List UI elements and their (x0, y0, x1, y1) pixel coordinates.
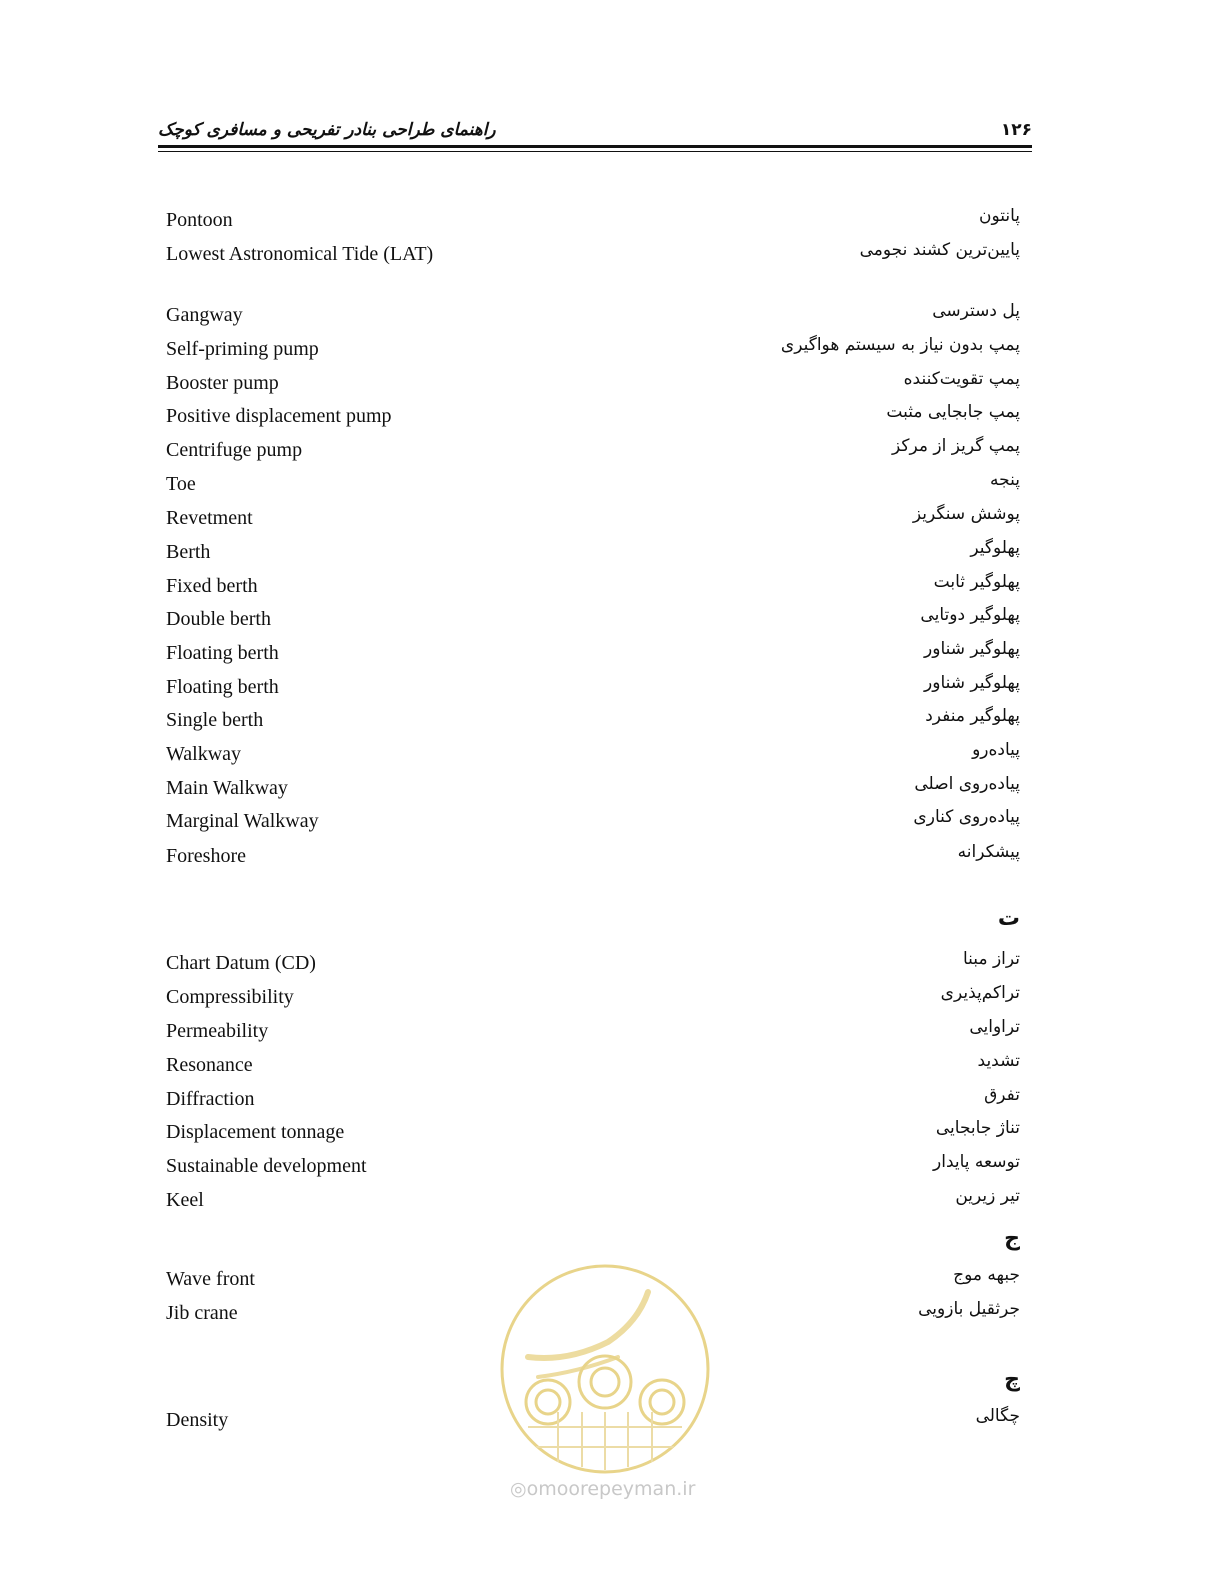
glossary-term-fa: تراکم‌پذیری (940, 983, 1020, 1003)
glossary-term-fa: پانتون (978, 206, 1020, 226)
watermark-url: ◎omoorepeyman.ir (510, 1478, 696, 1500)
glossary-term-fa: پمپ گریز از مرکز (892, 436, 1020, 456)
glossary-term-en: Sustainable development (166, 1155, 367, 1177)
glossary-term-fa: تراز مبنا (963, 949, 1020, 969)
glossary-term-en: Toe (166, 473, 196, 495)
glossary-term-en: Berth (166, 541, 211, 563)
glossary-term-en: Pontoon (166, 209, 233, 231)
glossary-term-fa: جرثقیل بازویی (918, 1299, 1020, 1319)
glossary-term-fa: پهلوگیر (970, 538, 1020, 558)
section-letter: ج (1004, 1226, 1020, 1251)
glossary-term-fa: چگالی (975, 1406, 1020, 1426)
glossary-term-en: Wave front (166, 1268, 255, 1290)
glossary-term-fa: تشدید (977, 1051, 1020, 1071)
glossary-term-en: Fixed berth (166, 575, 258, 597)
glossary-term-en: Positive displacement pump (166, 405, 392, 427)
glossary-term-fa: پوشش سنگریز (912, 504, 1020, 524)
glossary-term-fa: پیاده‌روی اصلی (914, 774, 1020, 794)
glossary-term-fa: تناژ جابجایی (935, 1118, 1020, 1138)
glossary-term-en: Resonance (166, 1054, 253, 1076)
glossary-term-en: Compressibility (166, 986, 294, 1008)
glossary-term-fa: تراوایی (969, 1017, 1020, 1037)
seal-grid (528, 1412, 682, 1470)
section-letter: ت (997, 906, 1020, 931)
glossary-term-fa: پهلوگیر شناور (924, 639, 1020, 659)
glossary-term-en: Walkway (166, 743, 242, 765)
glossary-term-en: Permeability (166, 1020, 269, 1042)
header-rule-thin (158, 151, 1032, 152)
page-header (158, 118, 1032, 158)
glossary-term-en: Single berth (166, 709, 264, 731)
glossary-term-en: Displacement tonnage (166, 1121, 345, 1143)
glossary-term-fa: پیشکرانه (957, 842, 1020, 862)
glossary-term-en: Booster pump (166, 372, 279, 394)
globe-icon: ◎ (510, 1478, 527, 1500)
glossary-term-fa: پیاده‌رو (972, 740, 1020, 760)
glossary-term-en: Floating berth (166, 676, 279, 698)
glossary-term-en: Foreshore (166, 845, 246, 867)
glossary-term-en: Keel (166, 1189, 204, 1211)
glossary-term-fa: توسعه پایدار (933, 1152, 1020, 1172)
glossary-term-fa: پهلوگیر منفرد (925, 706, 1020, 726)
glossary-term-fa: تفرق (984, 1085, 1020, 1105)
glossary-term-fa: پمپ جابجایی مثبت (886, 402, 1020, 422)
section-letter: چ (1004, 1367, 1020, 1392)
glossary-term-fa: پهلوگیر ثابت (933, 572, 1020, 592)
glossary-term-fa: پمپ تقویت‌کننده (903, 369, 1020, 389)
glossary-term-en: Floating berth (166, 642, 279, 664)
glossary-term-fa: پمپ بدون نیاز به سیستم هواگیری (780, 335, 1020, 355)
glossary-term-fa: پهلوگیر شناور (924, 673, 1020, 693)
glossary-term-en: Self-priming pump (166, 338, 319, 360)
glossary-term-fa: تیر زیرین (955, 1186, 1020, 1206)
glossary-term-en: Revetment (166, 507, 253, 529)
glossary-term-fa: پل دسترسی (932, 301, 1020, 321)
watermark-seal (498, 1262, 712, 1476)
glossary-term-en: Density (166, 1409, 229, 1431)
book-title: راهنمای طراحی بنادر تفریحی و مسافری کوچک (158, 120, 496, 140)
glossary-term-fa: پنجه (990, 470, 1020, 490)
page-number: ۱۲۶ (1000, 120, 1032, 140)
glossary-term-fa: پایین‌ترین کشند نجومی (859, 240, 1020, 260)
glossary-term-en: Diffraction (166, 1088, 255, 1110)
glossary-term-en: Chart Datum (CD) (166, 952, 316, 974)
glossary-term-en: Main Walkway (166, 777, 288, 799)
header-rule-thick (158, 145, 1032, 148)
glossary-term-en: Lowest Astronomical Tide (LAT) (166, 243, 434, 265)
glossary-term-en: Gangway (166, 304, 243, 326)
glossary-term-en: Jib crane (166, 1302, 238, 1324)
glossary-term-en: Marginal Walkway (166, 810, 319, 832)
glossary-term-fa: جبهه موج (953, 1265, 1020, 1285)
glossary-term-fa: پیاده‌روی کناری (913, 807, 1020, 827)
glossary-term-en: Double berth (166, 608, 271, 630)
seal-swoosh (528, 1292, 648, 1358)
glossary-term-fa: پهلوگیر دوتایی (920, 605, 1020, 625)
glossary-term-en: Centrifuge pump (166, 439, 303, 461)
